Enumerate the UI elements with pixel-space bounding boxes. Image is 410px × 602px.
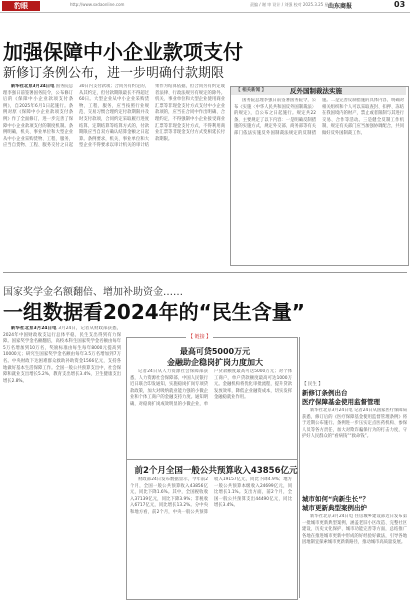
loan-policy-link-label: 【 链接 】 [188, 334, 212, 340]
main-headline: 加强保障中小企业款项支付 [3, 40, 243, 64]
revenue-headline: 前2个月全国一般公共预算收入43856亿元 [134, 466, 298, 476]
related-news-body: 国务院总理李强日前签署国务院令，公布《实施〈中华人民共和国反外国制裁法〉的规定》，自公布之日起施行。规定共22条，主要规定了以下内容：一是明确反制措施的实施方式，规定外交部、商务部等有关部门依法实施反外国制裁法规定的反制措施。二是完善反制措施的具体内容，明确对相关组织和个人可以采取查封、扣押、冻结在我国境内的财产，禁止或者限制与其进行交易、合作等活动。三是健全反制工作机制，规定有关部门应当加强协调配合，共同做好反外国制裁工作。 [234, 98, 404, 136]
side-kicker: 【 民生 】 [302, 382, 323, 387]
revenue-body: 财政部24日发布数据显示，今年前2个月，全国一般公共预算收入43856亿元，同比下降1.6%。其中，全国税收收入37139亿元，同比下降3.9%；非税收入6717亿元，同比增长13.2%。分中央和地方看，前2个月，中央一般公共预算收入19157亿元，同比下降4.9%；地方一般公共预算本级收入24699亿元，同比增长1.1%。支出方面，前2个月，全国一般公共预算支出44490亿元，同比增长3.4%。 [130, 477, 292, 515]
section2-text: 3月24日，记者从财政部获悉，2024年中国财政收支运行总体平稳，民生支出得到有力保障。国家奖学金名额翻倍，高校本科生国家奖学金名额由每年5万名增加到10万名，奖励标准由每生每年8000元提高到10000元；研究生国家奖学金名额由每年3.5万名增加到7万名。中央财政下达困难群众救助补助资金1566亿元，支持各地做好基本生活保障工作。全国一般公共预算支出中，社会保障和就业支出增长5.2%，教育支出增长3.4%，卫生健康支出增长2.8%。 [3, 326, 121, 384]
side-body-1: 新华社北京3月24日电 记者24日从国家医疗保障局获悉，修订后的《医疗保障基金使用监督管理条例》将于近期公布施行。条例进一步压实定点医药机构、参保人员等各方责任，加大对欺诈骗保行为的打击力度，守护好人民群众的“看病钱”“救命钱”。 [302, 408, 407, 440]
top-bar [0, 0, 410, 13]
editor-meta: 责编 / 谢 审 设计 / 刘强 校对 2025.3.25 星期二 [250, 2, 337, 7]
section2-kicker: 国家奖学金名额翻倍、增加补助资金…… [3, 287, 183, 298]
side-headline-1: 新修订条例出台 [302, 389, 348, 397]
related-news-title: 反外国制裁法实施 [290, 87, 342, 95]
main-subhead: 新修订条例公布，进一步明确付款期限 [3, 66, 225, 81]
main-article-lead: 新华社北京3月24日电 [11, 84, 55, 89]
loan-policy-subheadline: 金融助企稳岗扩岗力度加大 [167, 358, 263, 367]
loan-policy-body: 记者24日从人力资源社会保障部获悉，人力资源社会保障部、中国人民银行近日联合印发通知，实施稳岗扩岗专项贷款政策，加大对吸纳就业能力强的小微企业和个体工商户的金融支持力度。通知明确，对稳岗扩岗成效明显的小微企业，单户贷款额度最高可达5000万元；对个体工商户，单户贷款额度最高可达1000万元。金融机构将优化审批流程，提升贷款发放效率，降低企业融资成本，切实发挥金融稳就业作用。 [130, 369, 292, 407]
site-url[interactable]: http://www.sxdaonline.com [70, 2, 125, 7]
side-headline-2: 城市如何“向新生长”？ [302, 495, 370, 503]
section2-body [3, 326, 121, 598]
side-subheadline-1: 医疗保障基金使用监督管理 [302, 398, 380, 406]
paper-name: 山东商报 [328, 3, 353, 10]
section2-headline: 一组数据看2024年的“民生含量” [3, 300, 305, 324]
masthead-logo: 豹眼 [2, 1, 40, 11]
related-news-kicker: 【 相关新闻 】 [236, 88, 267, 93]
section2-lead: 新华社北京3月24日电 [11, 326, 57, 331]
section-divider [3, 272, 407, 273]
side-divider [299, 337, 300, 598]
main-article-body [3, 84, 225, 264]
side-subheadline-2: 城市更新典型案例出炉 [302, 504, 367, 512]
page-number: 03 [394, 0, 406, 9]
main-article-text: 国务院总理李强日前签署国务院令，公布修订后的《保障中小企业款项支付条例》，自2025年6月1日起施行。条例对原《保障中小企业款项支付条例》作了全面修订，进一步完善了保障中小企业款项支付的制度机制。条例明确，机关、事业单位和大型企业从中小企业采购货物、工程、服务，应当自货物、工程、服务交付之日起30日内支付款项；合同另有约定的，从其约定，但付款期限最长不得超过60日。大型企业从中小企业采购货物、工程、服务，应当按照行业规范、交易习惯合理约定付款期限并及时支付款项，合同约定采取履行进度结算、定期结算等结算方式的，付款期限应当自双方确认结算金额之日起算。条例要求，机关、事业单位和大型企业不得要求以审计机关的审计结果作为结算依据，但合同另有约定或者法律、行政法规另有规定的除外。机关、事业单位和大型企业使用商业汇票等非现金支付方式支付中小企业款项的，应当在合同中作出明确、合理约定，不得强制中小企业接受商业汇票等非现金支付方式，不得利用商业汇票等非现金支付方式变相延长付款期限。 [3, 84, 225, 149]
loan-policy-headline: 最高可贷5000万元 [179, 347, 251, 356]
side-body-2: 新华社北京3月24日电 住房城乡建设部近日发布第一批城市更新典型案例，涵盖老旧小区改造、完整社区建设、历史文化保护、城市功能完善等方面，总结推广各地在推进城市更新中形成的好经验好做法，引导各地因地制宜探索城市更新新路径，推动城市高质量发展。 [302, 514, 407, 546]
